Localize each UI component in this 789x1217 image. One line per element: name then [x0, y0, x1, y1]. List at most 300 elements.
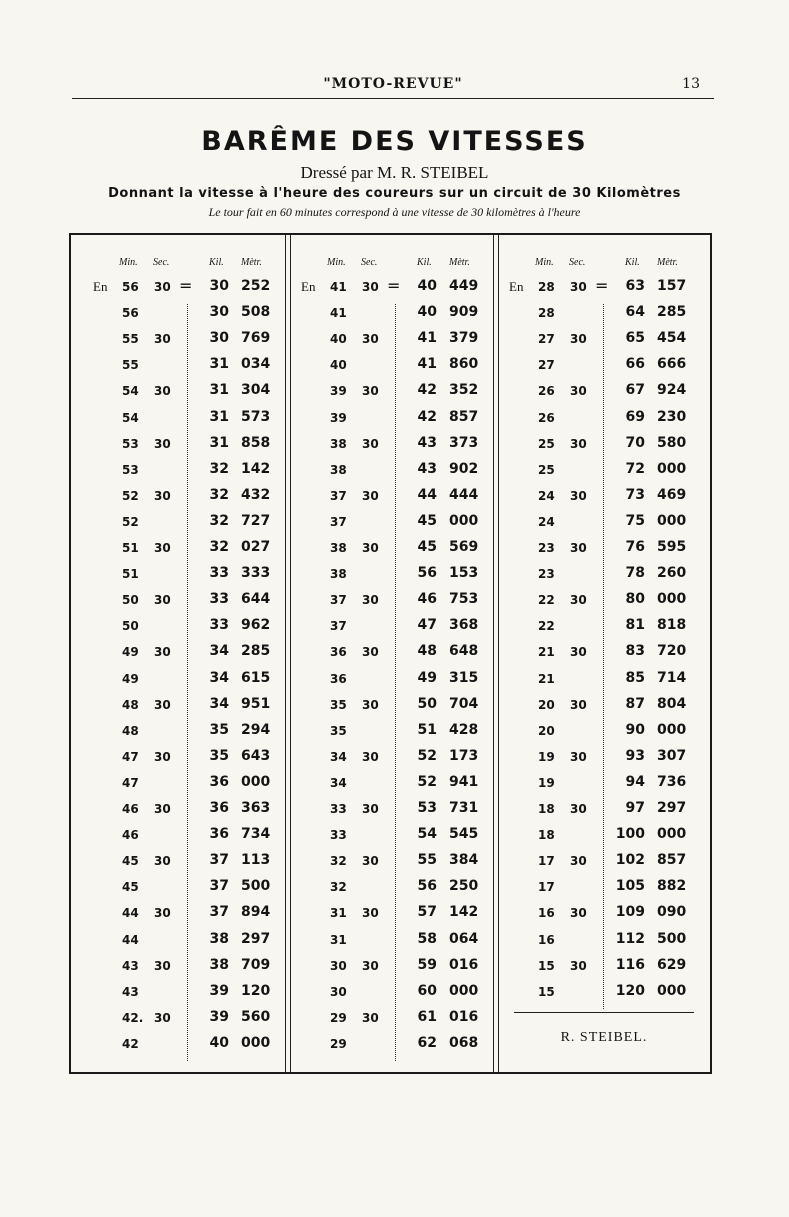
- kilometers-cell: 32: [209, 460, 229, 477]
- kilometers-cell: 36: [209, 826, 229, 843]
- table-row: [279, 461, 487, 487]
- meters-cell: 297: [241, 930, 271, 947]
- table-row: [279, 356, 487, 382]
- minutes-cell: 26: [538, 384, 555, 399]
- kilometers-cell: 56: [417, 565, 437, 582]
- seconds-cell: 30: [154, 906, 171, 921]
- meters-cell: 000: [241, 1034, 271, 1051]
- meters-cell: 368: [449, 617, 479, 634]
- kilometers-cell: 34: [209, 643, 229, 660]
- meters-cell: 260: [657, 565, 687, 582]
- en-label: En: [93, 279, 108, 294]
- meters-cell: 000: [449, 512, 479, 529]
- minutes-cell: 33: [330, 802, 347, 816]
- kilometers-cell: 76: [625, 539, 645, 555]
- seconds-cell: 30: [362, 488, 379, 503]
- table-row: [71, 539, 279, 565]
- meters-cell: 727: [241, 512, 271, 529]
- meters-cell: 595: [657, 539, 687, 555]
- table-row: [279, 826, 487, 852]
- kilometers-cell: 37: [209, 904, 229, 921]
- meters-cell: 580: [657, 434, 687, 451]
- kilometers-cell: 51: [417, 721, 437, 738]
- kilometers-cell: 116: [615, 956, 645, 973]
- header-sec: Sec.: [569, 257, 586, 268]
- minutes-cell: 26: [538, 410, 555, 425]
- table-row: [487, 304, 695, 330]
- table-row: [487, 748, 695, 774]
- meters-cell: 307: [657, 747, 687, 764]
- minutes-cell: 16: [538, 932, 555, 947]
- minutes-cell: 51: [122, 567, 139, 582]
- kilometers-cell: 45: [417, 539, 437, 555]
- kilometers-cell: 59: [417, 956, 437, 973]
- minutes-cell: 31: [330, 906, 347, 921]
- minutes-cell: 44: [122, 932, 139, 947]
- meters-cell: 449: [449, 278, 479, 294]
- table-row: [279, 800, 487, 826]
- minutes-cell: 53: [122, 462, 139, 477]
- meters-cell: 924: [657, 382, 687, 399]
- en-label: En: [509, 279, 524, 294]
- table-row: [279, 1009, 487, 1035]
- kilometers-cell: 43: [417, 434, 437, 451]
- minutes-cell: 46: [122, 802, 139, 816]
- meters-cell: 068: [449, 1034, 479, 1051]
- kilometers-cell: 30: [209, 330, 229, 347]
- signature-rule: [514, 1012, 694, 1013]
- table-row: [279, 435, 487, 461]
- table-row: [279, 983, 487, 1009]
- minutes-cell: 27: [538, 332, 555, 347]
- minutes-cell: 51: [122, 541, 139, 555]
- kilometers-cell: 41: [417, 330, 437, 347]
- row-brace: [395, 304, 398, 1061]
- table-row: [71, 957, 279, 983]
- table-row: [487, 983, 695, 1009]
- equals-sign: =: [595, 276, 609, 295]
- table-row: [71, 670, 279, 696]
- minutes-cell: 37: [330, 514, 347, 529]
- page-header: [72, 76, 714, 99]
- minutes-cell: 52: [122, 488, 139, 503]
- kilometers-cell: 90: [625, 721, 645, 738]
- meters-cell: 545: [449, 826, 479, 843]
- table-row: [71, 382, 279, 408]
- minutes-cell: 18: [538, 802, 555, 816]
- meters-cell: 157: [657, 278, 687, 294]
- meters-cell: 857: [657, 852, 687, 869]
- minutes-cell: 35: [330, 697, 347, 712]
- meters-cell: 064: [449, 930, 479, 947]
- minutes-cell: 20: [538, 697, 555, 712]
- kilometers-cell: 60: [417, 982, 437, 999]
- kilometers-cell: 83: [625, 643, 645, 660]
- minutes-cell: 32: [330, 854, 347, 869]
- minutes-cell: 38: [330, 541, 347, 555]
- header-sec: Sec.: [361, 257, 378, 268]
- table-row: [487, 878, 695, 904]
- minutes-cell: 24: [538, 514, 555, 529]
- seconds-cell: 30: [570, 906, 587, 921]
- kilometers-cell: 81: [625, 617, 645, 634]
- minutes-cell: 19: [538, 775, 555, 790]
- seconds-cell: 30: [570, 697, 587, 712]
- seconds-cell: 30: [362, 384, 379, 399]
- seconds-cell: 30: [362, 1010, 379, 1025]
- seconds-cell: 30: [154, 802, 171, 816]
- kilometers-cell: 39: [209, 982, 229, 999]
- meters-cell: 285: [657, 304, 687, 321]
- minutes-cell: 48: [122, 697, 139, 712]
- meters-cell: 560: [241, 1008, 271, 1025]
- meters-cell: 714: [657, 669, 687, 686]
- table-row: [487, 643, 695, 669]
- meters-cell: 857: [449, 408, 479, 425]
- table-row: [71, 983, 279, 1009]
- kilometers-cell: 30: [209, 278, 229, 294]
- meters-cell: 373: [449, 434, 479, 451]
- kilometers-cell: 41: [417, 356, 437, 373]
- minutes-cell: 30: [330, 958, 347, 973]
- table-row: [279, 539, 487, 565]
- meters-cell: 000: [657, 721, 687, 738]
- meters-cell: 769: [241, 330, 271, 347]
- minutes-cell: 46: [122, 828, 139, 843]
- kilometers-cell: 31: [209, 382, 229, 399]
- minutes-cell: 32: [330, 880, 347, 895]
- minutes-cell: 42.: [122, 1010, 144, 1025]
- kilometers-cell: 49: [417, 669, 437, 686]
- table-row: [279, 617, 487, 643]
- table-row: [71, 330, 279, 356]
- table-row: [71, 904, 279, 930]
- minutes-cell: 36: [330, 645, 347, 660]
- table-row: [279, 513, 487, 539]
- minutes-cell: 30: [330, 984, 347, 999]
- kilometers-cell: 30: [209, 304, 229, 321]
- minutes-cell: 22: [538, 619, 555, 634]
- table-row: [71, 774, 279, 800]
- table-row: [71, 461, 279, 487]
- kilometers-cell: 93: [625, 747, 645, 764]
- minutes-cell: 24: [538, 488, 555, 503]
- minutes-cell: 43: [122, 984, 139, 999]
- meters-cell: 000: [449, 982, 479, 999]
- page-title: BARÊME DES VITESSES: [201, 126, 588, 157]
- minutes-cell: 45: [122, 880, 139, 895]
- meters-cell: 000: [657, 826, 687, 843]
- kilometers-cell: 35: [209, 747, 229, 764]
- table-row: [487, 800, 695, 826]
- minutes-cell: 36: [330, 671, 347, 686]
- table-row: [279, 904, 487, 930]
- minutes-cell: 22: [538, 593, 555, 608]
- kilometers-cell: 94: [625, 773, 645, 790]
- minutes-cell: 38: [330, 567, 347, 582]
- kilometers-cell: 32: [209, 486, 229, 503]
- meters-cell: 153: [449, 565, 479, 582]
- seconds-cell: 30: [154, 1010, 171, 1025]
- kilometers-cell: 38: [209, 956, 229, 973]
- seconds-cell: 30: [154, 854, 171, 869]
- seconds-cell: 30: [570, 802, 587, 816]
- table-row: [487, 356, 695, 382]
- table-row: [487, 487, 695, 513]
- table-row: [71, 826, 279, 852]
- row-brace: [603, 304, 606, 1009]
- meters-cell: 142: [241, 460, 271, 477]
- minutes-cell: 23: [538, 567, 555, 582]
- kilometers-cell: 32: [209, 512, 229, 529]
- description: Donnant la vitesse à l'heure des coureurs sur un circuit de 30 Kilomètres: [108, 186, 681, 201]
- table-row: [487, 957, 695, 983]
- meters-cell: 902: [449, 460, 479, 477]
- kilometers-cell: 35: [209, 721, 229, 738]
- minutes-cell: 20: [538, 723, 555, 738]
- kilometers-cell: 66: [625, 356, 645, 373]
- minutes-cell: 39: [330, 410, 347, 425]
- seconds-cell: 30: [362, 906, 379, 921]
- table-row: [71, 931, 279, 957]
- minutes-cell: 19: [538, 749, 555, 764]
- minutes-cell: 38: [330, 436, 347, 451]
- equals-sign: =: [387, 276, 401, 295]
- minutes-cell: 34: [330, 775, 347, 790]
- header-min: Min.: [327, 257, 346, 268]
- meters-cell: 882: [657, 878, 687, 895]
- meters-cell: 804: [657, 695, 687, 712]
- kilometers-cell: 105: [615, 878, 645, 895]
- meters-cell: 027: [241, 539, 271, 555]
- seconds-cell: 30: [154, 749, 171, 764]
- meters-cell: 000: [657, 982, 687, 999]
- seconds-cell: 30: [362, 854, 379, 869]
- table-row: [279, 748, 487, 774]
- minutes-cell: 44: [122, 906, 139, 921]
- minutes-cell: 29: [330, 1010, 347, 1025]
- minutes-cell: 42: [122, 1036, 139, 1051]
- table-row: [487, 409, 695, 435]
- kilometers-cell: 72: [625, 460, 645, 477]
- minutes-cell: 49: [122, 671, 139, 686]
- seconds-cell: 30: [362, 958, 379, 973]
- minutes-cell: 18: [538, 828, 555, 843]
- header-kil: Kil.: [209, 257, 224, 268]
- minutes-cell: 25: [538, 462, 555, 477]
- meters-cell: 034: [241, 356, 271, 373]
- meters-cell: 352: [449, 382, 479, 399]
- seconds-cell: 30: [362, 541, 379, 555]
- kilometers-cell: 44: [417, 486, 437, 503]
- signature: R. STEIBEL.: [560, 1030, 648, 1045]
- seconds-cell: 30: [570, 593, 587, 608]
- meters-cell: 000: [657, 591, 687, 608]
- table-row: [71, 278, 279, 304]
- kilometers-cell: 46: [417, 591, 437, 608]
- minutes-cell: 43: [122, 958, 139, 973]
- kilometers-cell: 50: [417, 695, 437, 712]
- seconds-cell: 30: [154, 958, 171, 973]
- kilometers-cell: 109: [615, 904, 645, 921]
- table-row: [279, 722, 487, 748]
- meters-cell: 941: [449, 773, 479, 790]
- meters-cell: 615: [241, 669, 271, 686]
- minutes-cell: 47: [122, 749, 139, 764]
- table-row: [71, 1009, 279, 1035]
- meters-cell: 142: [449, 904, 479, 921]
- meters-cell: 000: [657, 460, 687, 477]
- table-row: [71, 513, 279, 539]
- table-row: [487, 904, 695, 930]
- seconds-cell: 30: [154, 384, 171, 399]
- author-line: Dressé par M. R. STEIBEL: [300, 163, 489, 182]
- kilometers-cell: 57: [417, 904, 437, 921]
- table-row: [279, 852, 487, 878]
- minutes-cell: 28: [538, 306, 555, 321]
- kilometers-cell: 100: [615, 826, 645, 843]
- minutes-cell: 35: [330, 723, 347, 738]
- table-row: [279, 304, 487, 330]
- minutes-cell: 15: [538, 958, 555, 973]
- table-row: [279, 330, 487, 356]
- kilometers-cell: 38: [209, 930, 229, 947]
- seconds-cell: 30: [570, 541, 587, 555]
- minutes-cell: 17: [538, 880, 555, 895]
- minutes-cell: 47: [122, 775, 139, 790]
- meters-cell: 250: [449, 878, 479, 895]
- note: Le tour fait en 60 minutes correspond à une vitesse de 30 kilomètres à l'heure: [208, 205, 581, 219]
- table-row: [71, 748, 279, 774]
- minutes-cell: 55: [122, 358, 139, 373]
- table-row: [71, 696, 279, 722]
- meters-cell: 432: [241, 486, 271, 503]
- meters-cell: 962: [241, 617, 271, 634]
- minutes-cell: 21: [538, 671, 555, 686]
- seconds-cell: 30: [362, 332, 379, 347]
- kilometers-cell: 63: [625, 278, 645, 294]
- meters-cell: 000: [657, 512, 687, 529]
- meters-cell: 894: [241, 904, 271, 921]
- meters-cell: 304: [241, 382, 271, 399]
- header-metr: Mètr.: [449, 257, 470, 268]
- meters-cell: 363: [241, 800, 271, 816]
- seconds-cell: 30: [570, 384, 587, 399]
- seconds-cell: 30: [154, 645, 171, 660]
- meters-cell: 333: [241, 565, 271, 582]
- seconds-cell: 30: [570, 958, 587, 973]
- table-row: [279, 878, 487, 904]
- meters-cell: 252: [241, 278, 271, 294]
- en-label: En: [301, 279, 316, 294]
- table-row: [279, 591, 487, 617]
- kilometers-cell: 31: [209, 434, 229, 451]
- minutes-cell: 37: [330, 593, 347, 608]
- meters-cell: 508: [241, 304, 271, 321]
- kilometers-cell: 102: [615, 852, 645, 869]
- kilometers-cell: 58: [417, 930, 437, 947]
- kilometers-cell: 112: [615, 930, 645, 947]
- meters-cell: 731: [449, 800, 479, 816]
- kilometers-cell: 61: [417, 1008, 437, 1025]
- table-row: [279, 670, 487, 696]
- seconds-cell: 30: [154, 541, 171, 555]
- speed-table: [69, 233, 712, 1074]
- kilometers-cell: 73: [625, 486, 645, 503]
- kilometers-cell: 120: [615, 982, 645, 999]
- meters-cell: 297: [657, 800, 687, 816]
- minutes-cell: 25: [538, 436, 555, 451]
- minutes-cell: 16: [538, 906, 555, 921]
- table-row: [71, 565, 279, 591]
- kilometers-cell: 37: [209, 878, 229, 895]
- table-row: [71, 617, 279, 643]
- minutes-cell: 56: [122, 306, 139, 321]
- meters-cell: 379: [449, 330, 479, 347]
- seconds-cell: 30: [154, 488, 171, 503]
- table-row: [279, 382, 487, 408]
- minutes-cell: 33: [330, 828, 347, 843]
- seconds-cell: 30: [154, 332, 171, 347]
- minutes-cell: 52: [122, 514, 139, 529]
- meters-cell: 909: [449, 304, 479, 321]
- meters-cell: 951: [241, 695, 271, 712]
- header-sec: Sec.: [153, 257, 170, 268]
- kilometers-cell: 36: [209, 773, 229, 790]
- minutes-cell: 49: [122, 645, 139, 660]
- table-row: [71, 356, 279, 382]
- meters-cell: 818: [657, 617, 687, 634]
- table-row: [487, 330, 695, 356]
- table-row: [487, 435, 695, 461]
- seconds-cell: 30: [362, 593, 379, 608]
- table-row: [279, 565, 487, 591]
- seconds-cell: 30: [570, 436, 587, 451]
- seconds-cell: 30: [570, 645, 587, 660]
- seconds-cell: 30: [570, 332, 587, 347]
- meters-cell: 569: [449, 539, 479, 555]
- minutes-cell: 40: [330, 332, 347, 347]
- seconds-cell: 30: [570, 854, 587, 869]
- meters-cell: 428: [449, 721, 479, 738]
- table-row: [71, 643, 279, 669]
- kilometers-cell: 54: [417, 826, 437, 843]
- minutes-cell: 39: [330, 384, 347, 399]
- minutes-cell: 23: [538, 541, 555, 555]
- minutes-cell: 40: [330, 358, 347, 373]
- minutes-cell: 54: [122, 384, 139, 399]
- kilometers-cell: 85: [625, 669, 645, 686]
- meters-cell: 666: [657, 356, 687, 373]
- seconds-cell: 30: [154, 593, 171, 608]
- table-row: [487, 696, 695, 722]
- table-row: [279, 409, 487, 435]
- kilometers-cell: 87: [625, 695, 645, 712]
- kilometers-cell: 36: [209, 800, 229, 816]
- kilometers-cell: 80: [625, 591, 645, 608]
- kilometers-cell: 42: [417, 408, 437, 425]
- minutes-cell: 28: [538, 280, 555, 294]
- table-row: [71, 487, 279, 513]
- kilometers-cell: 33: [209, 565, 229, 582]
- table-row: [487, 513, 695, 539]
- minutes-cell: 31: [330, 932, 347, 947]
- magazine-name: "MOTO-REVUE": [323, 76, 463, 92]
- minutes-cell: 38: [330, 462, 347, 477]
- table-row: [487, 931, 695, 957]
- meters-cell: 230: [657, 408, 687, 425]
- minutes-cell: 29: [330, 1036, 347, 1051]
